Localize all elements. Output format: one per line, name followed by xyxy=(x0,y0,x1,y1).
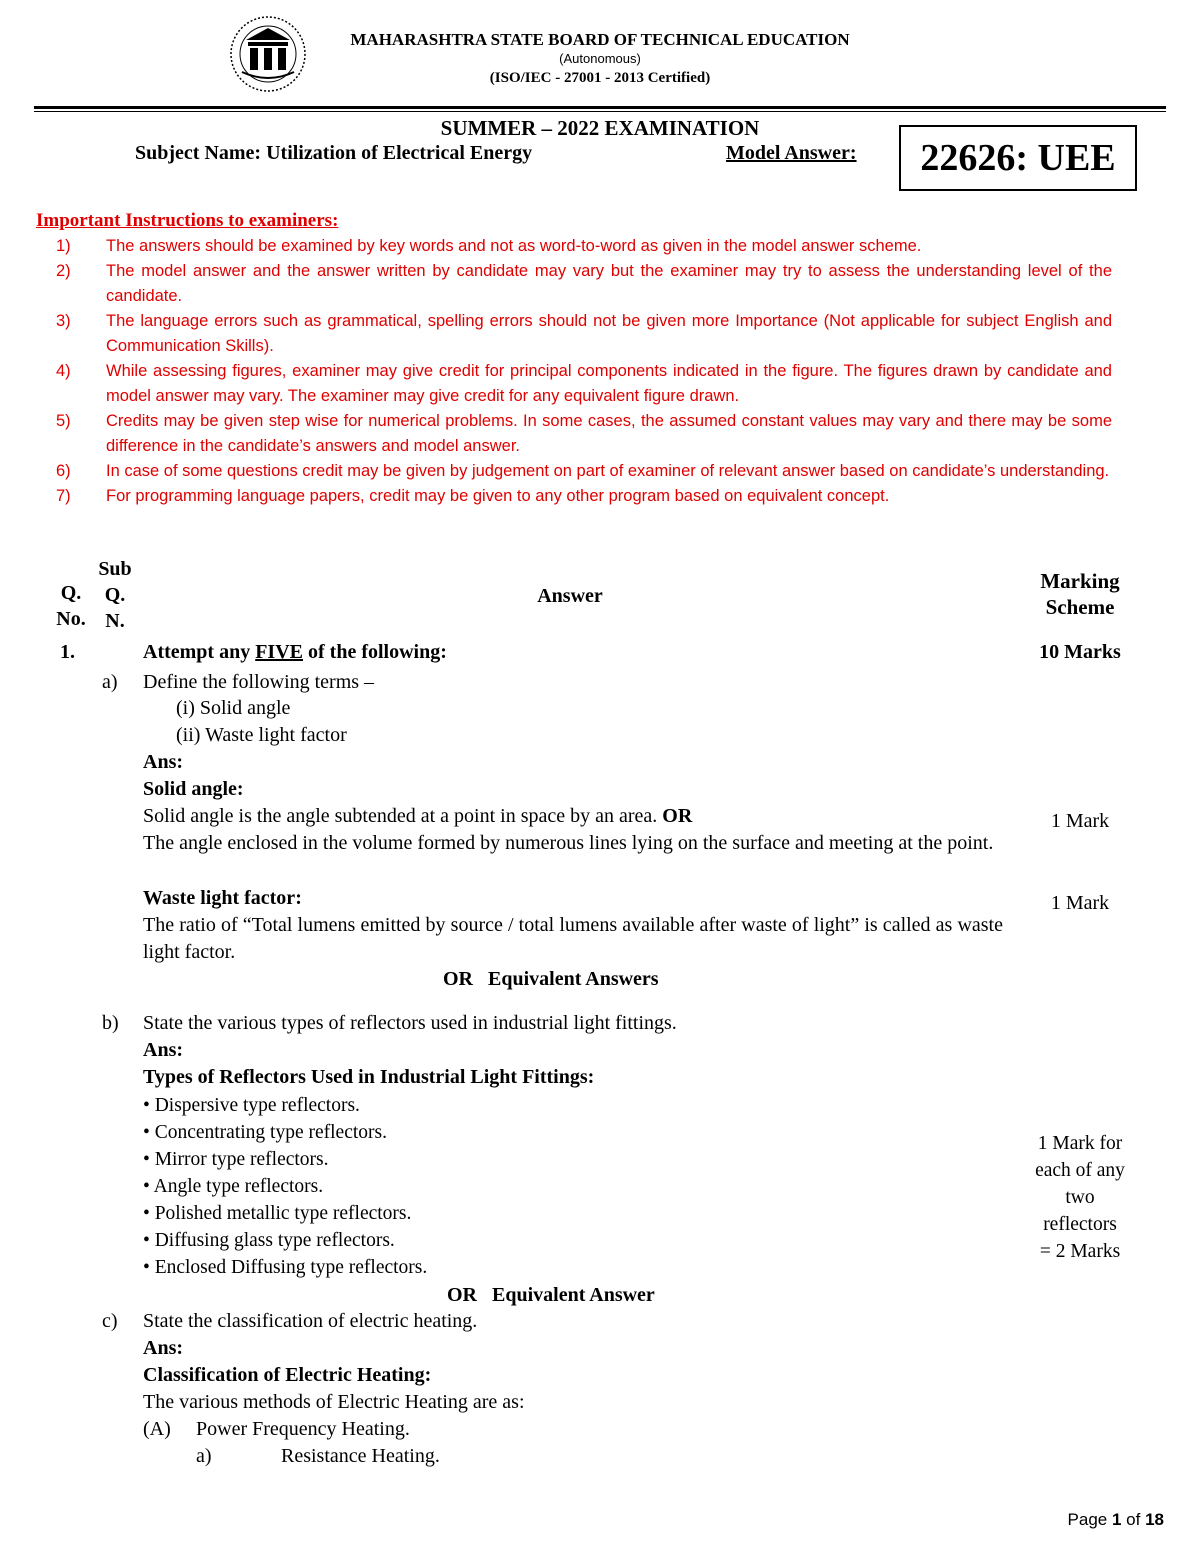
q1b-label: b) xyxy=(102,1012,119,1034)
q1b-or-equivalent: OR Equivalent Answer xyxy=(447,1284,655,1306)
instruction-item: 2) The model answer and the answer written by candidate may vary but the examiner may try to assess the understanding level of the candidate. xyxy=(56,262,1112,305)
q1c-head: Classification of Electric Heating: xyxy=(143,1364,432,1386)
list-item: • Dispersive type reflectors. xyxy=(143,1092,703,1119)
instruction-item: 6) In case of some questions credit may be given by judgement on part of examiner of relevant answer based on candidate’s understanding. xyxy=(56,462,1110,480)
q1a-solid-head: Solid angle: xyxy=(143,778,244,800)
q1a-or-equivalent: OR Equivalent Answers xyxy=(443,968,659,990)
q1-total-marks: 10 Marks xyxy=(1039,641,1121,663)
instruction-item: 7) For programming language papers, credit may be given to any other program based on equivalent concept. xyxy=(56,487,890,505)
q1a-ans: Ans: xyxy=(143,751,184,773)
instruction-item: 5) Credits may be given step wise for numerical problems. In some cases, the assumed constant values may vary and there may be some difference in the candidate’s answers and model answer. xyxy=(56,412,1112,455)
q1-attempt: Attempt any FIVE of the following: xyxy=(143,641,447,663)
model-answer-label: Model Answer: xyxy=(726,142,857,164)
q1a-term2: (ii) Waste light factor xyxy=(176,724,347,746)
instruction-item: 1) The answers should be examined by key words and not as word-to-word as given in the model answer scheme. xyxy=(56,237,922,255)
q1a-term1: (i) Solid angle xyxy=(176,697,291,719)
header-rule xyxy=(34,106,1166,109)
q1b-ans: Ans: xyxy=(143,1039,184,1061)
q1a-label: a) xyxy=(102,671,118,693)
q1-number: 1. xyxy=(60,641,75,663)
q1c-sub-text: Resistance Heating. xyxy=(281,1445,440,1467)
page-number: Page 1 of 18 xyxy=(1067,1510,1164,1529)
msbte-logo xyxy=(228,14,308,94)
q1a-question: Define the following terms – xyxy=(143,671,375,693)
q1c-label: c) xyxy=(102,1310,118,1332)
subject-code-box: 22626: UEE xyxy=(899,125,1137,191)
col-qno-header: Q. No. xyxy=(56,582,86,630)
subject-name: Subject Name: Utilization of Electrical Energy xyxy=(135,142,533,164)
list-item: • Mirror type reflectors. xyxy=(143,1146,703,1173)
q1a-waste-mark: 1 Mark xyxy=(1050,892,1110,914)
list-item: • Diffusing glass type reflectors. xyxy=(143,1227,703,1254)
org-autonomous: (Autonomous) xyxy=(559,51,641,66)
q1c-intro: The various methods of Electric Heating are as: xyxy=(143,1391,525,1413)
instruction-item: 4) While assessing figures, examiner may give credit for principal components indicated in the figure. The figures drawn by candidate and model answer may vary. The examiner may give credit for any equivalent figure drawn. xyxy=(56,362,1112,405)
q1b-head: Types of Reflectors Used in Industrial Light Fittings: xyxy=(143,1066,595,1088)
q1c-a-label: (A) xyxy=(143,1418,171,1440)
q1a-solid-def: Solid angle is the angle subtended at a point in space by an area. OR The angle enclosed in the volume formed by numerous lines lying on the surface and meeting at the point. xyxy=(143,805,994,854)
q1c-a-text: Power Frequency Heating. xyxy=(196,1418,410,1440)
list-item: • Enclosed Diffusing type reflectors. xyxy=(143,1254,703,1281)
q1a-waste-head: Waste light factor: xyxy=(143,887,302,909)
list-item: • Concentrating type reflectors. xyxy=(143,1119,703,1146)
list-item: • Polished metallic type reflectors. xyxy=(143,1200,703,1227)
header-rule-thin xyxy=(34,111,1166,112)
org-name: MAHARASHTRA STATE BOARD OF TECHNICAL EDUCATION xyxy=(350,30,850,49)
q1c-question: State the classification of electric heating. xyxy=(143,1310,478,1332)
q1c-sub-label: a) xyxy=(196,1445,212,1467)
org-header xyxy=(330,30,870,88)
exam-title: SUMMER – 2022 EXAMINATION xyxy=(440,116,760,140)
q1a-solid-mark: 1 Mark xyxy=(1050,810,1110,832)
col-subq-header: Sub Q. N. xyxy=(98,558,132,632)
q1b-reflector-list xyxy=(143,1092,703,1281)
instruction-item: 3) The language errors such as grammatical, spelling errors should not be given more Importance (Not applicable for subject English and Communication Skills). xyxy=(56,312,1112,355)
instructions-title: Important Instructions to examiners: xyxy=(36,210,339,231)
q1a-waste-def: The ratio of “Total lumens emitted by source / total lumens available after waste of light” is called as waste light factor. xyxy=(143,914,1003,963)
col-marking-header: Marking Scheme xyxy=(1040,569,1120,619)
col-answer-header: Answer xyxy=(537,585,603,607)
list-item: • Angle type reflectors. xyxy=(143,1173,703,1200)
q1b-mark: 1 Mark for each of any two reflectors = 2 Marks xyxy=(1035,1133,1125,1262)
q1c-ans: Ans: xyxy=(143,1337,184,1359)
q1b-question: State the various types of reflectors used in industrial light fittings. xyxy=(143,1012,677,1034)
org-iso: (ISO/IEC - 27001 - 2013 Certified) xyxy=(489,70,711,86)
instructions-list xyxy=(56,234,1112,509)
